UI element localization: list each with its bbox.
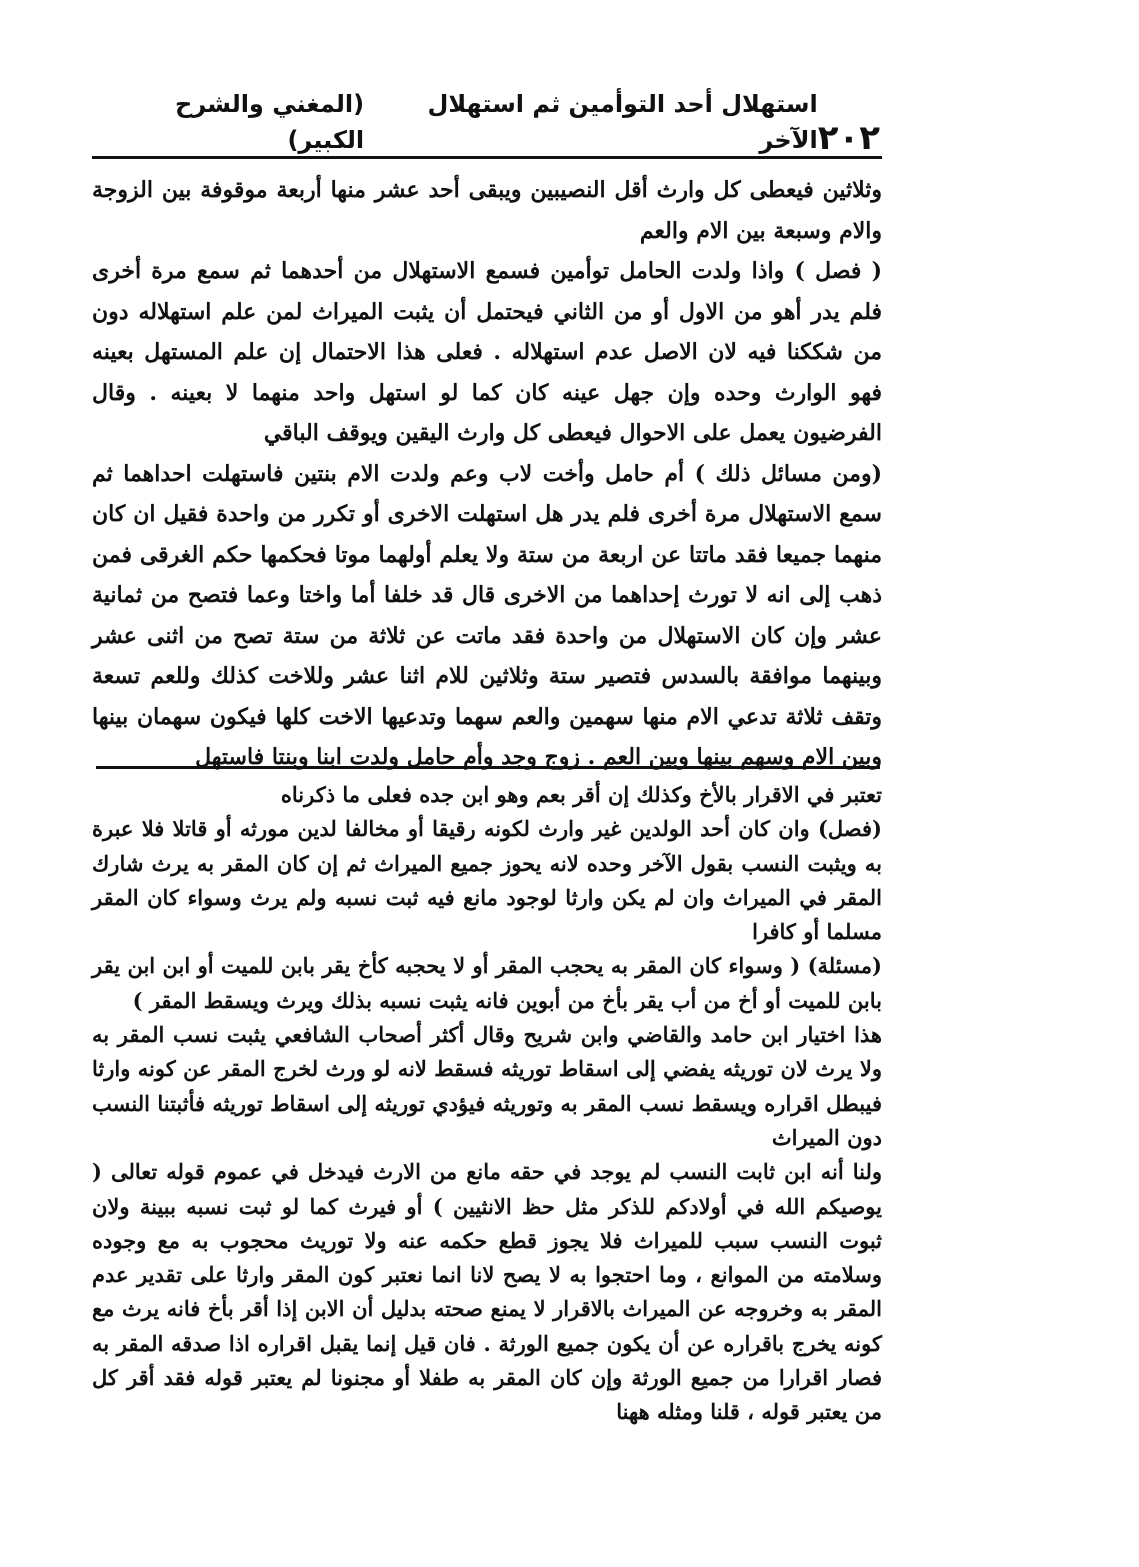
paragraph: (فصل) وان كان أحد الولدين غير وارث لكونه رقيقا أو مخالفا لدين مورثه أو قاتلا فلا عبرة به ويثبت النسب بقول الآخر وحده لانه يحوز جميع الميراث ثم إن كان المقر به يرث شارك المقر في الميراث وان لم يكن وارثا لوجود مانع فيه ثبت نسبه ولم يرث وسواء كان المقر مسلما أو كافرا [92,816,882,945]
section-divider-rule [96,766,880,769]
paragraph: تعتبر في الاقرار بالأخ وكذلك إن أقر بعم وهو ابن جده فعلى ما ذكرناه [280,782,882,807]
book-title: (المغني والشرح الكبير) [175,90,365,154]
paragraph: هذا اختيار ابن حامد والقاضي وابن شريح وقال أكثر أصحاب الشافعي يثبت نسب المقر به ولا يرث لان توريثه يفضي إلى اسقاط توريثه فسقط لانه لو ورث لخرج المقر عن كونه وارثا فيبطل اقراره ويسقط نسب المقر به وتوريثه فيؤدي توريثه إلى اسقاط توريثه فأثبتنا النسب دون الميراث [92,1022,882,1150]
running-title: استهلال أحد التوأمين ثم استهلال الآخر [427,90,818,154]
paragraph: ولنا أنه ابن ثابت النسب لم يوجد في حقه مانع من الارث فيدخل في عموم قوله تعالى ( يوصيكم الله في أولادكم للذكر مثل حظ الانثيين ) أو فيرث كما لو ثبت نسبه ببينة ولان ثبوت النسب سبب للميراث فلا يجوز قطع حكمه عنه ولا توريث محجوب به مع وجوده وسلامته من الموانع ، وما احتجوا به لا يصح لانا انما نعتبر كون المقر وارثا على تقدير عدم المقر به وخروجه عن الميراث بالاقرار لا يمنع صحته بدليل أن الابن إذا أقر بأخ فانه يرث مع كونه يخرج باقراره عن أن يكون جميع الورثة . فان قيل إنما يقبل اقراره اذا صدقه المقر به فصار اقرارا من جميع الورثة وإن كان المقر به طفلا أو مجنونا لم يعتبر قوله فقد أقر كل من يعتبر قوله ، قلنا ومثله ههنا [92,1159,882,1425]
paragraph: ( فصل ) واذا ولدت الحامل توأمين فسمع الاستهلال من أحدهما ثم سمع مرة أخرى فلم يدر أهو من الاول أو من الثاني فيحتمل أن يثبت الميراث لمن علم استهلاله دون من شككنا فيه لان الاصل عدم استهلاله . فعلى هذا الاحتمال إن علم المستهل بعينه فهو الوارث وحده وإن جهل عينه كان كما لو استهل واحد منهما لا بعينه . وقال الفرضيون يعمل على الاحوال فيعطى كل وارث اليقين ويوقف الباقي [92,258,882,446]
paragraph: (مسئلة) ( وسواء كان المقر به يحجب المقر أو لا يحجبه كأخ يقر بابن للميت أو ابن ابن يقر بابن للميت أو أخ من أب يقر بأخ من أبوين فانه يثبت نسبه بذلك ويرث ويسقط المقر ) [92,953,882,1013]
lower-text-block [92,778,882,1430]
upper-text-block [92,170,882,778]
page-header [92,90,880,158]
paragraph: (ومن مسائل ذلك ) أم حامل وأخت لاب وعم ولدت الام بنتين فاستهلت احداهما ثم سمع الاستهلال مرة أخرى فلم يدر هل استهلت الاخرى أو تكرر من واحدة فقيل ان كان منهما جميعا فقد ماتتا عن اربعة من ستة ولا يعلم أولهما موتا فحكمها حكم الغرقى فمن ذهب إلى انه لا تورث إحداهما من الاخرى قال قد خلفا أما واختا وعما فتصح من ثمانية عشر وإن كان الاستهلال من واحدة فقد ماتت عن ثلاثة من ستة تصح من اثنى عشر وبينهما موافقة بالسدس فتصير ستة وثلاثين للام اثنا عشر وللاخت كذلك وللعم تسعة وتقف ثلاثة تدعي الام منها سهمين والعم سهما وتدعيها الاخت كلها فيكون سهمان بينها وبين الام وسهم بينها وبين العم . زوج وجد وأم حامل ولدت ابنا وبنتا فاستهل [92,460,882,770]
page-number: ٢٠٢ [817,118,880,158]
paragraph: وثلاثين فيعطى كل وارث أقل النصيبين ويبقى أحد عشر منها أربعة موقوفة بين الزوجة والام وسبعة بين الام والعم [92,177,882,244]
header-rule [92,156,882,159]
